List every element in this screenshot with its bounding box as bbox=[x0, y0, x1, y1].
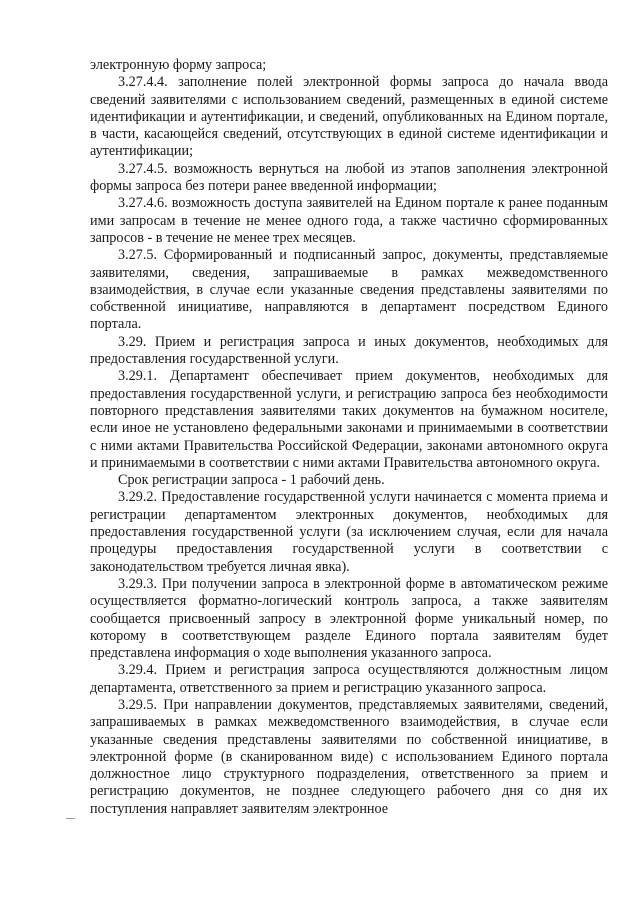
paragraph-3-29-5: 3.29.5. При направлении документов, представляемых заявителями, сведений, запрашиваемых в рамках межведомственного взаимодействия, в случае если указанные сведения представлены заявителями по собственной инициативе, в электронной форме (в сканированном виде) с использованием Единого портала должностное лицо структурного подразделения, ответственного за прием и регистрацию документов, не позднее следующего рабочего дня со дня их поступления направляет заявителям электронное bbox=[90, 696, 608, 817]
paragraph-registration-term: Срок регистрации запроса - 1 рабочий день. bbox=[118, 472, 385, 489]
paragraph-3-27-5: 3.27.5. Сформированный и подписанный запрос, документы, представляемые заявителями, сведения, запрашиваемые в рамках межведомственного взаимодействия, в случае если указанные сведения представлены заявителями по собственной инициативе, направляются в департамент посредством Единого портала. bbox=[90, 247, 608, 333]
paragraph-3-29-2: 3.29.2. Предоставление государственной услуги начинается с момента приема и регистрации департаментом электронных документов, необходимых для предоставления государственной услуги (за исключением случая, если для начала процедуры предоставления государственной услуги в соответствии с законодательством требуется личная явка). bbox=[90, 489, 608, 575]
margin-mark bbox=[66, 818, 75, 819]
paragraph-3-27-4-4: 3.27.4.4. заполнение полей электронной формы запроса до начала ввода сведений заявителями с использованием сведений, размещенных в единой системе идентификации и аутентификации, и сведений, опубликованных на Едином портале, в части, касающейся сведений, отсутствующих в единой системе идентификации и аутентификации; bbox=[90, 74, 608, 160]
paragraph-3-29: 3.29. Прием и регистрация запроса и иных документов, необходимых для предоставления государственной услуги. bbox=[90, 333, 608, 368]
paragraph-3-27-4-6: 3.27.4.6. возможность доступа заявителей на Едином портале к ранее поданным ими запросам в течение не менее одного года, а также частично сформированных запросов - в течение не менее трех месяцев. bbox=[90, 195, 608, 246]
paragraph-3-29-4: 3.29.4. Прием и регистрация запроса осуществляются должностным лицом департамента, ответственного за прием и регистрацию указанного запроса. bbox=[90, 662, 608, 696]
paragraph-3-27-4-5: 3.27.4.5. возможность вернуться на любой из этапов заполнения электронной формы запроса без потери ранее введенной информации; bbox=[90, 160, 608, 195]
document-page bbox=[90, 57, 608, 818]
paragraph-continuation: электронную форму запроса; bbox=[90, 57, 267, 73]
paragraph-3-29-3: 3.29.3. При получении запроса в электронной форме в автоматическом режиме осуществляется форматно-логический контроль запроса, а также заявителям сообщается присвоенный запросу в электронной форме уникальный номер, по которому в соответствующем разделе Единого портала заявителям будет представлена информация о ходе выполнения указанного запроса. bbox=[90, 575, 608, 662]
paragraph-3-29-1: 3.29.1. Департамент обеспечивает прием документов, необходимых для предоставления государственной услуги, и регистрацию запроса без необходимости повторного представления заявителями таких документов на бумажном носителе, если иное не установлено федеральными законами и принимаемыми в соответствии с ними актами Правительства Российской Федерации, законами автономного округа и принимаемыми в соответствии с ними актами Правительства автономного округа. bbox=[90, 368, 608, 471]
